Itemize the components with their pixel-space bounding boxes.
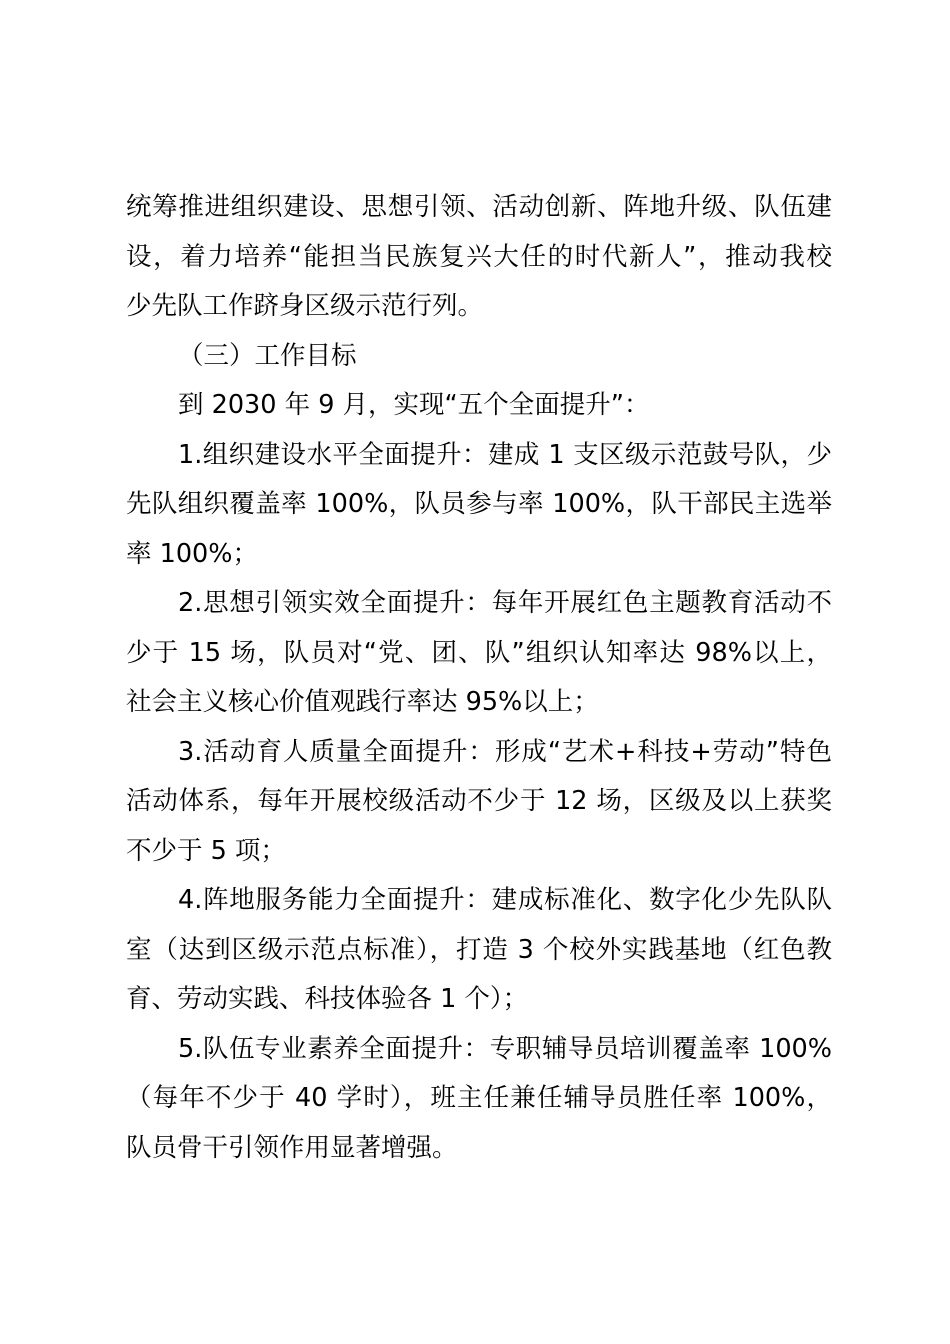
paragraph-goal-2: [126, 579, 832, 728]
text-line: 4.阵地服务能力全面提升：建成标准化、数字化少先队队: [178, 885, 832, 915]
text-line: （每年不少于 40 学时），班主任兼任辅导员胜任率 100%，: [126, 1083, 832, 1113]
paragraph-goal-3: [126, 728, 832, 877]
text-line: 活动体系，每年开展校级活动不少于 12 场，区级及以上获奖: [126, 786, 832, 816]
section-heading-text: （三）工作目标: [178, 340, 357, 371]
text-line: 先队组织覆盖率 100%，队员参与率 100%，队干部民主选举: [126, 489, 832, 519]
text-line: 室（达到区级示范点标准），打造 3 个校外实践基地（红色教: [126, 934, 832, 965]
text-line: 设，着力培养“能担当民族复兴大任的时代新人”，推动我校: [126, 241, 832, 272]
text-line: 1.组织建设水平全面提升：建成 1 支区级示范鼓号队，少: [178, 439, 832, 470]
paragraph-goal-4: [126, 876, 832, 1025]
text-line: 育、劳动实践、科技体验各 1 个）；: [126, 984, 529, 1014]
text-line: 率 100%；: [126, 538, 259, 569]
text-line: 5.队伍专业素养全面提升：专职辅导员培训覆盖率 100%: [178, 1033, 832, 1064]
text-line: 队员骨干引领作用显著增强。: [126, 1132, 458, 1163]
text-line: 少先队工作跻身区级示范行列。: [126, 291, 484, 321]
paragraph-goal-1: [126, 431, 832, 580]
text-line: 不少于 5 项；: [126, 835, 286, 866]
paragraph-intro-continuation: [126, 183, 832, 332]
text-line: 2.思想引领实效全面提升：每年开展红色主题教育活动不: [178, 588, 832, 618]
document-page: [126, 183, 832, 1173]
text-line: 到 2030 年 9 月，实现“五个全面提升”：: [178, 390, 650, 420]
paragraph-goal-summary: [126, 381, 832, 431]
paragraph-goal-5: [126, 1025, 832, 1174]
text-line: 少于 15 场，队员对“党、团、队”组织认知率达 98%以上，: [126, 637, 832, 668]
section-heading: [126, 332, 832, 382]
text-line: 社会主义核心价值观践行率达 95%以上；: [126, 687, 599, 717]
text-line: 3.活动育人质量全面提升：形成“艺术+科技+劳动”特色: [178, 736, 832, 767]
text-line: 统筹推进组织建设、思想引领、活动创新、阵地升级、队伍建: [126, 192, 832, 222]
